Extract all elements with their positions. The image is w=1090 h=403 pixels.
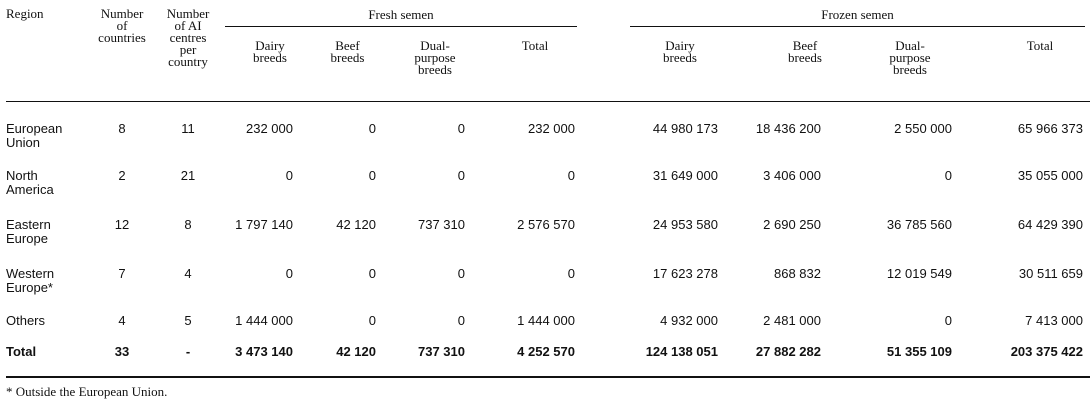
header-frozen-dual: Dual- purpose breeds [889, 38, 931, 77]
row-countries: 12 [114, 217, 130, 232]
row-fresh-dairy: 0 [285, 266, 293, 281]
row-frozen-beef: 868 832 [774, 266, 821, 281]
row-fresh-beef: 0 [368, 168, 376, 183]
row-frozen-dual: 12 019 549 [886, 266, 952, 281]
header-number-of-countries: Number of countries [98, 6, 146, 45]
row-fresh-beef: 0 [368, 121, 376, 136]
row-fresh-beef: 0 [368, 313, 376, 328]
header-region: Region [6, 6, 44, 21]
row-frozen-dairy: 17 623 278 [652, 266, 718, 281]
total-fresh-dual: 737 310 [418, 344, 465, 359]
row-fresh-dual: 0 [457, 313, 465, 328]
row-centres: 11 [181, 121, 195, 136]
row-region: North America [6, 168, 54, 197]
row-fresh-total: 1 444 000 [517, 313, 575, 328]
fresh-group-rule [225, 26, 577, 27]
header-frozen-beef: Beef breeds [788, 38, 822, 65]
row-fresh-beef: 0 [368, 266, 376, 281]
row-frozen-total: 64 429 390 [1017, 217, 1083, 232]
row-fresh-dairy: 1 797 140 [235, 217, 293, 232]
row-fresh-dairy: 0 [285, 168, 293, 183]
header-frozen-semen: Frozen semen [821, 7, 894, 22]
row-centres: 21 [180, 168, 196, 183]
row-region: Western Europe* [6, 266, 55, 295]
footnote: * Outside the European Union. [6, 384, 168, 399]
row-fresh-dual: 737 310 [418, 217, 465, 232]
row-frozen-total: 7 413 000 [1025, 313, 1083, 328]
row-frozen-beef: 2 481 000 [763, 313, 821, 328]
header-fresh-dual: Dual- purpose breeds [414, 38, 456, 77]
header-frozen-dairy: Dairy breeds [663, 38, 697, 65]
row-region: Eastern Europe [6, 217, 51, 246]
header-bottom-rule [6, 101, 1090, 102]
frozen-group-rule [630, 26, 1085, 27]
header-ai-centres: Number of AI centres per country [166, 6, 210, 69]
row-frozen-total: 30 511 659 [1018, 266, 1083, 281]
header-fresh-total: Total [521, 38, 549, 53]
row-fresh-total: 0 [567, 266, 575, 281]
row-countries: 7 [118, 266, 126, 281]
row-frozen-beef: 18 436 200 [755, 121, 821, 136]
row-region: Others [6, 313, 46, 328]
total-frozen-dual: 51 355 109 [886, 344, 952, 359]
row-fresh-beef: 42 120 [336, 217, 376, 232]
total-fresh-beef: 42 120 [336, 344, 376, 359]
row-frozen-beef: 3 406 000 [763, 168, 821, 183]
row-fresh-total: 2 576 570 [517, 217, 575, 232]
row-fresh-dual: 0 [457, 121, 465, 136]
row-frozen-total: 65 966 373 [1017, 121, 1083, 136]
total-frozen-total: 203 375 422 [1010, 344, 1083, 359]
row-frozen-dual: 0 [944, 313, 952, 328]
row-countries: 4 [118, 313, 126, 328]
row-countries: 2 [118, 168, 126, 183]
row-fresh-total: 232 000 [528, 121, 575, 136]
row-centres: 4 [184, 266, 192, 281]
row-fresh-dairy: 1 444 000 [235, 313, 293, 328]
header-fresh-beef: Beef breeds [330, 38, 365, 65]
total-frozen-dairy: 124 138 051 [645, 344, 718, 359]
row-frozen-dairy: 4 932 000 [660, 313, 718, 328]
row-frozen-dual: 36 785 560 [886, 217, 952, 232]
header-frozen-total: Total [1026, 38, 1054, 53]
header-fresh-semen: Fresh semen [368, 7, 434, 22]
row-centres: 8 [184, 217, 192, 232]
row-frozen-dual: 0 [944, 168, 952, 183]
row-fresh-dual: 0 [457, 168, 465, 183]
total-fresh-total: 4 252 570 [517, 344, 575, 359]
row-frozen-dairy: 24 953 580 [652, 217, 718, 232]
total-frozen-beef: 27 882 282 [755, 344, 821, 359]
total-fresh-dairy: 3 473 140 [235, 344, 293, 359]
row-countries: 8 [118, 121, 126, 136]
table-bottom-rule [6, 376, 1090, 378]
row-region: European Union [6, 121, 63, 150]
row-fresh-dairy: 232 000 [246, 121, 293, 136]
row-frozen-dual: 2 550 000 [894, 121, 952, 136]
row-frozen-dairy: 31 649 000 [652, 168, 718, 183]
row-frozen-dairy: 44 980 173 [652, 121, 718, 136]
row-centres: 5 [184, 313, 192, 328]
row-frozen-beef: 2 690 250 [763, 217, 821, 232]
total-centres: - [185, 344, 191, 359]
row-frozen-total: 35 055 000 [1017, 168, 1083, 183]
total-label: Total [6, 344, 37, 359]
row-fresh-total: 0 [567, 168, 575, 183]
row-fresh-dual: 0 [457, 266, 465, 281]
total-countries: 33 [114, 344, 130, 359]
header-fresh-dairy: Dairy breeds [253, 38, 287, 65]
